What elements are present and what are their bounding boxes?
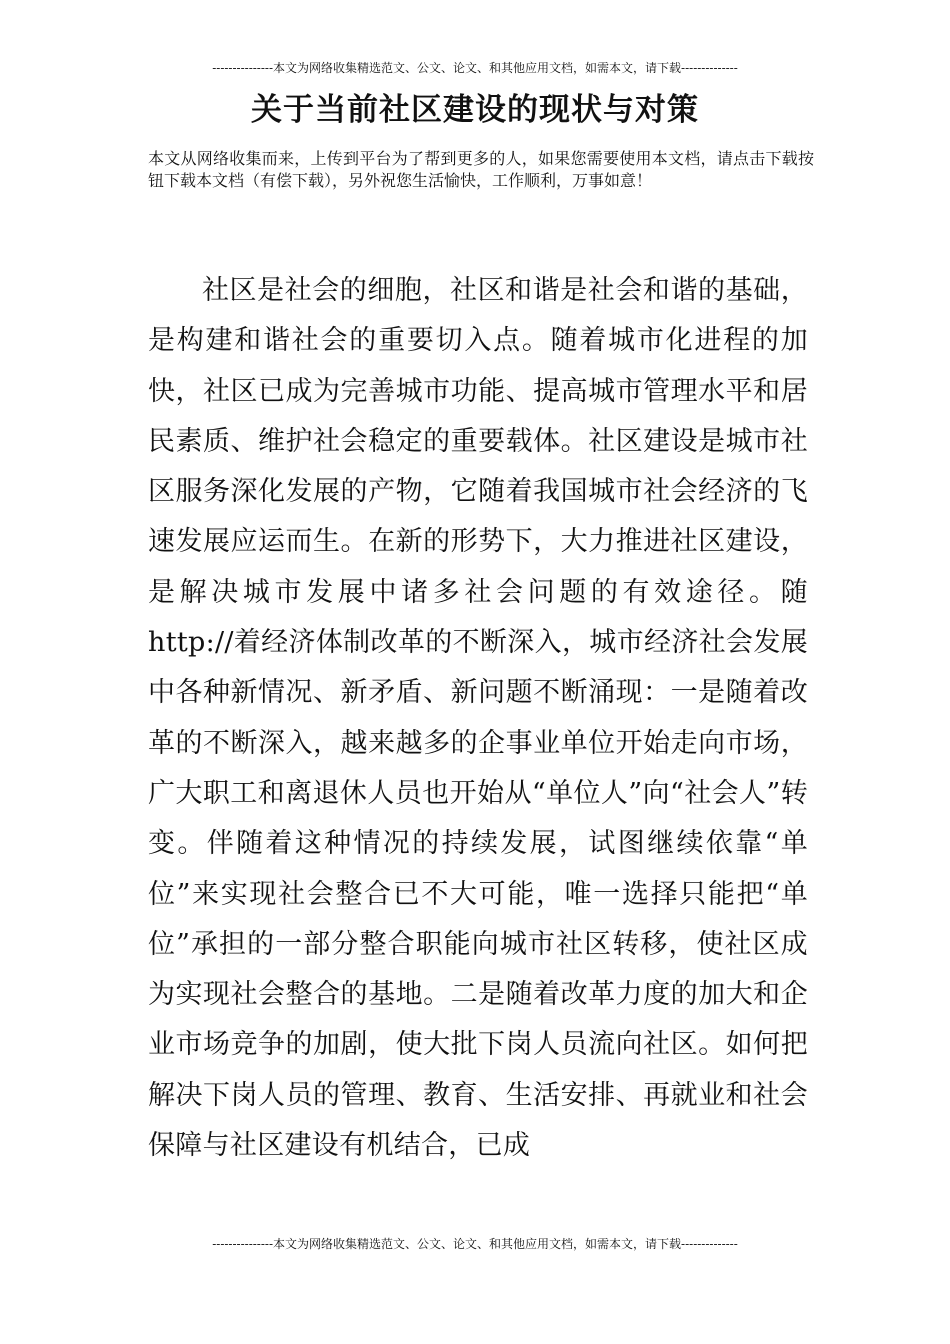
intro-paragraph: 本文从网络收集而来，上传到平台为了帮到更多的人，如果您需要使用本文档，请点击下载按钮下载本文档（有偿下载），另外祝您生活愉快，工作顺利，万事如意！ <box>148 149 814 190</box>
header-note: ---------------本文为网络收集精选范文、公文、论文、和其他应用文档，如需本文，请下载-------------- <box>212 61 738 75</box>
document-title: 关于当前社区建设的现状与对策 <box>251 92 699 128</box>
footer-note: ---------------本文为网络收集精选范文、公文、论文、和其他应用文档，如需本文，请下载-------------- <box>212 1237 738 1251</box>
body-paragraph: 社区是社会的细胞，社区和谐是社会和谐的基础，是构建和谐社会的重要切入点。随着城市化进程的加快，社区已成为完善城市功能、提高城市管理水平和居民素质、维护社会稳定的重要载体。社区建设是城市社区服务深化发展的产物，它随着我国城市社会经济的飞速发展应运而生。在新的形势下，大力推进社区建设，是解决城市发展中诸多社会问题的有效途径。随 http://着经济体制改革的不断深入，城市经济社会发展中各种新情况、新矛盾、新问题不断涌现：一是随着改革的不断深入，越来越多的企事业单位开始走向市场，广大职工和离退休人员也开始从“单位人”向“社会人”转变。伴随着这种情况的持续发展，试图继续依靠“单位”来实现社会整合已不大可能，唯一选择只能把“单位”承担的一部分整合职能向城市社区转移，使社区成为实现社会整合的基地。二是随着改革力度的加大和企业市场竞争的加剧，使大批下岗人员流向社区。如何把解决下岗人员的管理、教育、生活安排、再就业和社会保障与社区建设有机结合，已成 <box>148 275 808 1162</box>
